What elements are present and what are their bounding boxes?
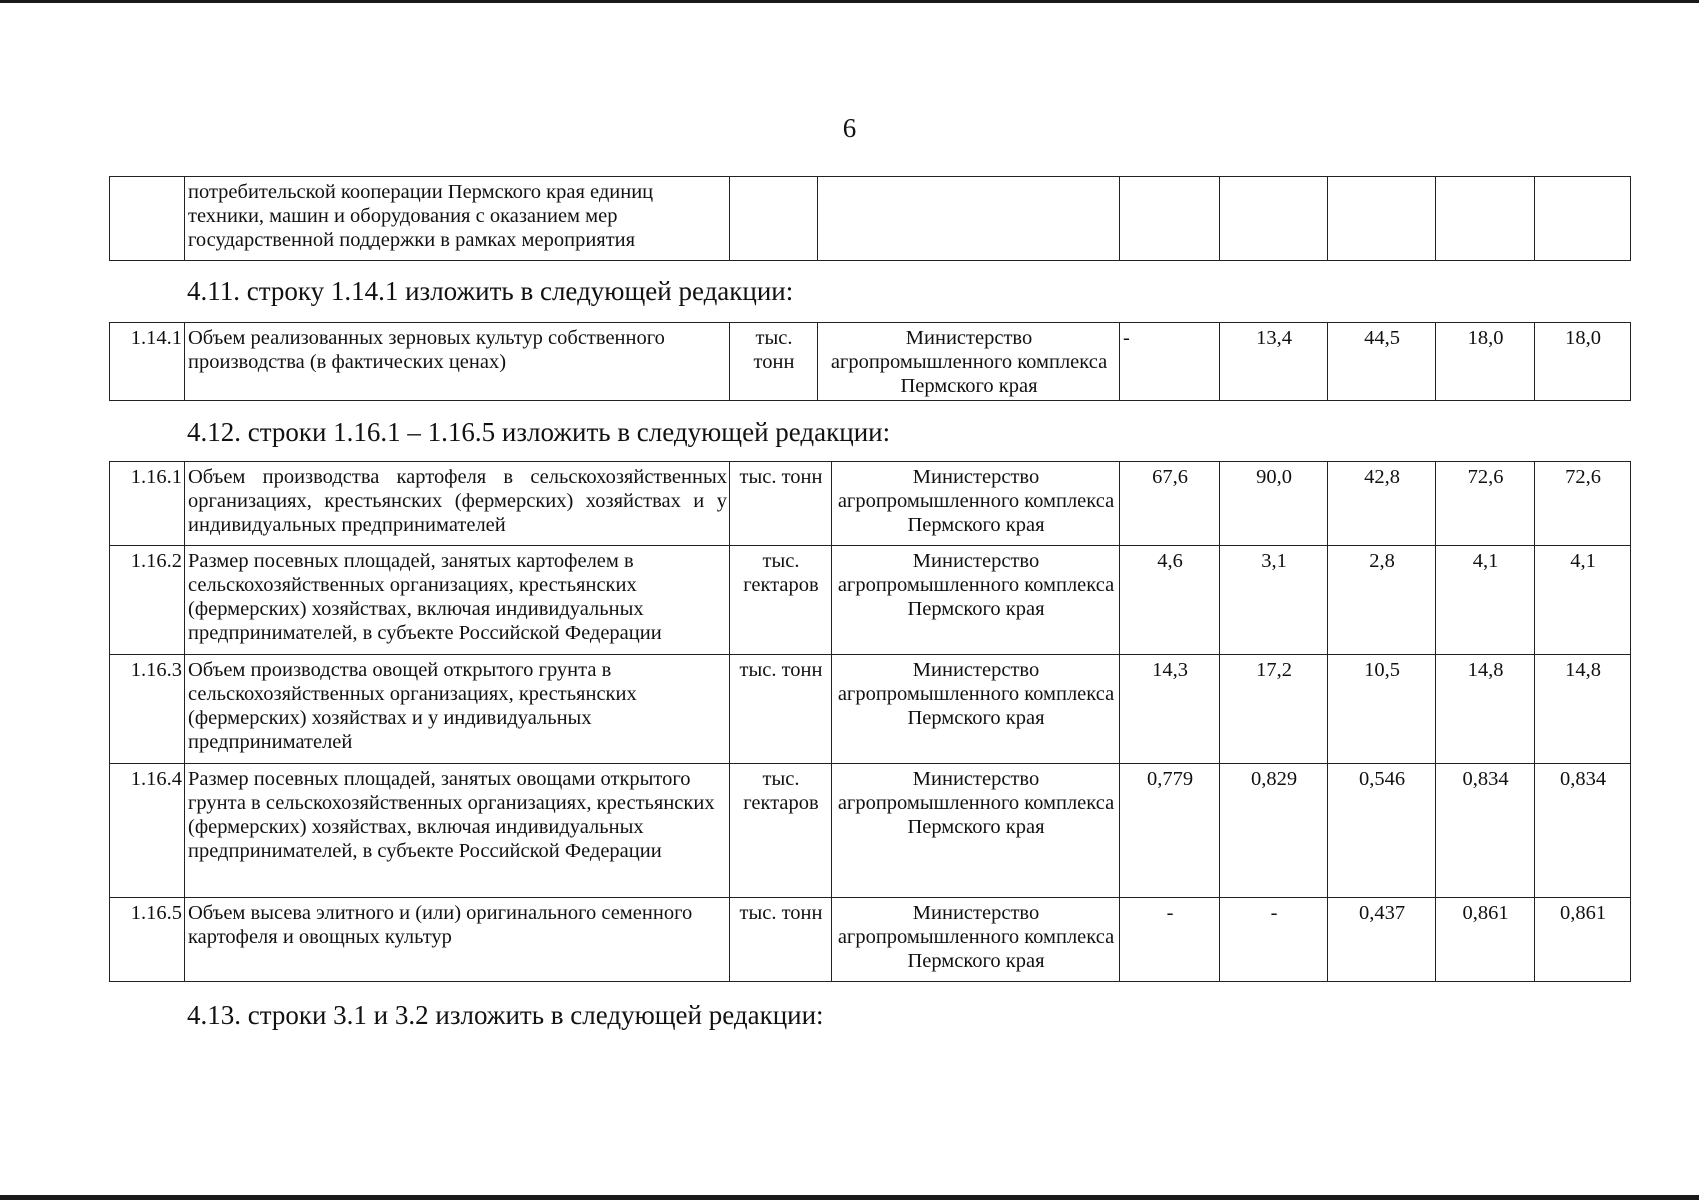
table-row — [110, 323, 1631, 401]
row-name: Объем производства овощей открытого грунта в сельскохозяйственных организациях, крестьянских (фермерских) хозяйствах и у индивидуальных предпринимателей — [185, 655, 730, 764]
section-heading-4-11: 4.11. строку 1.14.1 изложить в следующей редакции: — [187, 276, 794, 306]
row-value-1: 4,6 — [1120, 546, 1220, 655]
row-value-2: - — [1220, 898, 1328, 982]
row-name: Размер посевных площадей, занятых овощами открытого грунта в сельскохозяйственных организациях, крестьянских (фермерских) хозяйствах, включая индивидуальных предпринимателей, в субъекте Российской Федерации — [185, 764, 730, 898]
row-name: Объем производства картофеля в сельскохозяйственных организациях, крестьянских (фермерских) хозяйствах и у индивидуальных предпринимателей — [185, 462, 730, 546]
row-name: Объем высева элитного и (или) оригинального семенного картофеля и овощных культур — [185, 898, 730, 982]
row-value-2: 3,1 — [1220, 546, 1328, 655]
table-row — [110, 462, 1631, 546]
row-responsible: Министерство агропромышленного комплекса Пермского края — [832, 462, 1120, 546]
row-value-4: 14,8 — [1436, 655, 1535, 764]
row-value-2: 0,829 — [1220, 764, 1328, 898]
row-unit: тыс. тонн — [730, 898, 832, 982]
row-name: потребительской кооперации Пермского края единиц техники, машин и оборудования с оказанием мер государственной поддержки в рамках мероприятия — [185, 177, 730, 261]
row-responsible: Министерство агропромышленного комплекса Пермского края — [832, 655, 1120, 764]
table-row — [110, 177, 1631, 261]
row-unit: тыс. гектаров — [730, 546, 832, 655]
table-row — [110, 546, 1631, 655]
page-number: 6 — [842, 113, 857, 143]
table-row — [110, 898, 1631, 982]
row-value-5: 72,6 — [1535, 462, 1631, 546]
row-value-4: 0,834 — [1436, 764, 1535, 898]
row-name: Объем реализованных зерновых культур собственного производства (в фактических ценах) — [185, 323, 730, 401]
row-responsible: Министерство агропромышленного комплекса Пермского края — [832, 898, 1120, 982]
row-value-3: 2,8 — [1328, 546, 1436, 655]
row-code: 1.16.1 — [110, 462, 185, 546]
row-unit: тыс. тонн — [730, 462, 832, 546]
table-4-12 — [109, 461, 1631, 982]
row-responsible: Министерство агропромышленного комплекса Пермского края — [832, 764, 1120, 898]
row-responsible — [818, 177, 1120, 261]
row-value-4: 72,6 — [1436, 462, 1535, 546]
row-value-1: 14,3 — [1120, 655, 1220, 764]
row-value-1: - — [1120, 323, 1220, 401]
row-code: 1.16.5 — [110, 898, 185, 982]
row-value-3: 0,437 — [1328, 898, 1436, 982]
table-4-11 — [109, 322, 1631, 401]
table-row — [110, 764, 1631, 898]
row-responsible: Министерство агропромышленного комплекса Пермского края — [818, 323, 1120, 401]
row-name: Размер посевных площадей, занятых картофелем в сельскохозяйственных организациях, крестьянских (фермерских) хозяйствах, включая индивидуальных предпринимателей, в субъекте Российской Федерации — [185, 546, 730, 655]
row-code — [110, 177, 185, 261]
row-value-2: 17,2 — [1220, 655, 1328, 764]
row-value-1: 67,6 — [1120, 462, 1220, 546]
row-value-5: 0,834 — [1535, 764, 1631, 898]
row-value-1 — [1120, 177, 1220, 261]
row-value-5 — [1535, 177, 1631, 261]
row-value-1: 0,779 — [1120, 764, 1220, 898]
row-value-3 — [1328, 177, 1436, 261]
row-value-5: 18,0 — [1535, 323, 1631, 401]
scan-edge-top — [0, 0, 1699, 3]
row-unit: тыс. тонн — [730, 323, 818, 401]
row-value-2: 13,4 — [1220, 323, 1328, 401]
table-row — [110, 655, 1631, 764]
row-value-3: 0,546 — [1328, 764, 1436, 898]
row-value-4: 0,861 — [1436, 898, 1535, 982]
row-value-5: 4,1 — [1535, 546, 1631, 655]
row-unit: тыс. тонн — [730, 655, 832, 764]
row-responsible: Министерство агропромышленного комплекса Пермского края — [832, 546, 1120, 655]
scan-edge-bottom — [0, 1195, 1699, 1200]
row-unit — [730, 177, 818, 261]
row-unit: тыс. гектаров — [730, 764, 832, 898]
row-value-3: 10,5 — [1328, 655, 1436, 764]
continuation-table — [109, 176, 1631, 261]
section-heading-4-12: 4.12. строки 1.16.1 – 1.16.5 изложить в следующей редакции: — [187, 417, 891, 447]
row-value-2 — [1220, 177, 1328, 261]
row-code: 1.16.2 — [110, 546, 185, 655]
section-heading-4-13: 4.13. строки 3.1 и 3.2 изложить в следующей редакции: — [187, 1000, 824, 1030]
row-value-4: 18,0 — [1436, 323, 1535, 401]
row-value-3: 44,5 — [1328, 323, 1436, 401]
row-code: 1.16.3 — [110, 655, 185, 764]
row-value-3: 42,8 — [1328, 462, 1436, 546]
row-code: 1.16.4 — [110, 764, 185, 898]
row-value-4: 4,1 — [1436, 546, 1535, 655]
row-value-5: 0,861 — [1535, 898, 1631, 982]
row-value-2: 90,0 — [1220, 462, 1328, 546]
row-value-4 — [1436, 177, 1535, 261]
row-value-5: 14,8 — [1535, 655, 1631, 764]
row-value-1: - — [1120, 898, 1220, 982]
row-code: 1.14.1 — [110, 323, 185, 401]
